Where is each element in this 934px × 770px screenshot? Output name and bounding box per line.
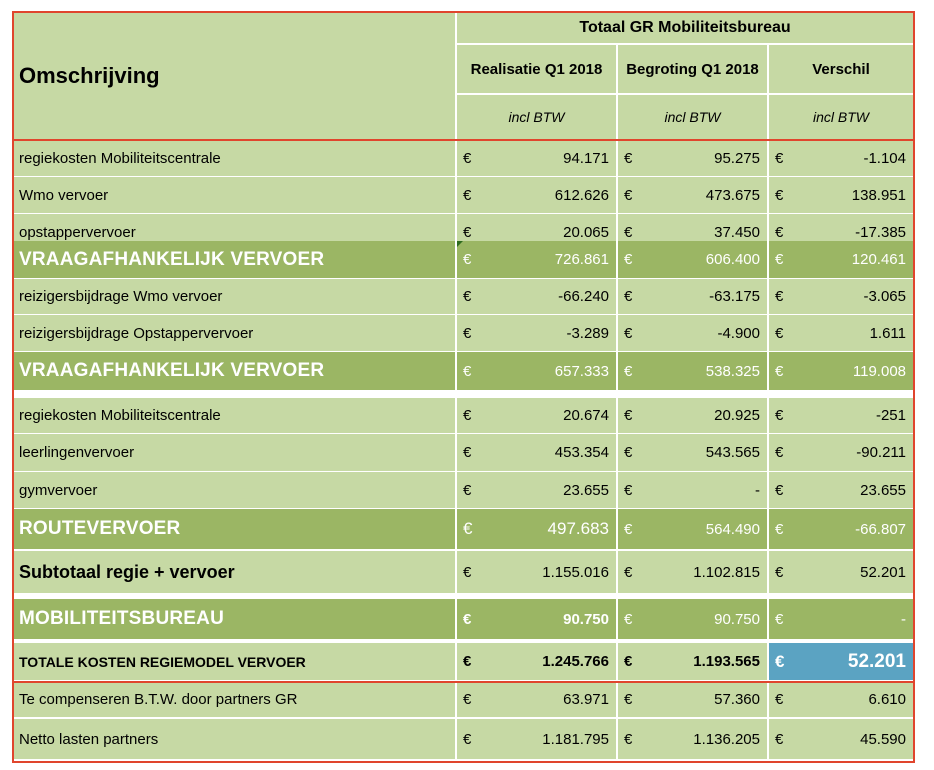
- amount: 657.333: [554, 362, 609, 380]
- amount: -17.385: [855, 223, 906, 241]
- currency-symbol: €: [775, 362, 784, 380]
- amount: 90.750: [563, 610, 609, 628]
- row-label: ROUTEVERVOER: [14, 509, 455, 549]
- value-cell: [457, 682, 616, 717]
- currency-symbol: €: [624, 288, 633, 305]
- row-label: leerlingenvervoer: [14, 434, 455, 471]
- column-header-2: Begroting Q1 2018: [618, 45, 767, 93]
- currency-symbol: €: [463, 444, 472, 461]
- amount: -90.211: [856, 444, 906, 461]
- currency-symbol: €: [463, 691, 472, 708]
- currency-symbol: €: [463, 481, 472, 499]
- value-cell: [769, 434, 913, 471]
- currency-symbol: €: [775, 251, 784, 268]
- value-cell: [769, 509, 913, 549]
- amount: 473.675: [705, 186, 760, 204]
- value-cell: [457, 434, 616, 471]
- currency-symbol: €: [775, 730, 784, 748]
- column-subheader-1: incl BTW: [457, 95, 616, 139]
- amount: 63.971: [563, 691, 609, 708]
- row-label: TOTALE KOSTEN REGIEMODEL VERVOER: [14, 643, 455, 680]
- value-cell: [457, 643, 616, 680]
- row-label: reizigersbijdrage Wmo vervoer: [14, 279, 455, 314]
- value-cell: [618, 352, 767, 390]
- amount: 6.610: [868, 691, 906, 708]
- value-cell: [769, 682, 913, 717]
- currency-symbol: €: [775, 481, 784, 499]
- value-cell: [769, 551, 913, 593]
- currency-symbol: €: [775, 651, 785, 671]
- amount: 726.861: [554, 251, 609, 268]
- amount: 37.450: [714, 223, 760, 241]
- currency-symbol: €: [775, 186, 784, 204]
- value-cell: [618, 241, 767, 278]
- currency-symbol: €: [463, 610, 472, 628]
- amount: 52.201: [847, 650, 906, 672]
- currency-symbol: €: [775, 691, 784, 708]
- currency-symbol: €: [624, 324, 633, 342]
- amount: 1.155.016: [542, 563, 609, 581]
- row-label: MOBILITEITSBUREAU: [14, 599, 455, 639]
- value-cell: [769, 279, 913, 314]
- currency-symbol: €: [463, 407, 472, 424]
- currency-symbol: €: [624, 730, 633, 748]
- value-cell: [618, 551, 767, 593]
- currency-symbol: €: [624, 520, 633, 538]
- header-description: Omschrijving: [14, 13, 455, 139]
- currency-symbol: €: [775, 150, 784, 167]
- amount: 94.171: [563, 150, 609, 167]
- amount: 612.626: [554, 186, 609, 204]
- amount: 564.490: [705, 520, 760, 538]
- value-cell: [618, 279, 767, 314]
- value-cell: [769, 472, 913, 508]
- value-cell: [618, 719, 767, 759]
- column-header-3: Verschil: [769, 45, 913, 93]
- amount: 606.400: [705, 251, 760, 268]
- amount: 20.065: [563, 223, 609, 241]
- value-cell: [618, 141, 767, 176]
- currency-symbol: €: [624, 251, 633, 268]
- currency-symbol: €: [775, 444, 784, 461]
- currency-symbol: €: [624, 223, 633, 241]
- amount: 543.565: [705, 444, 760, 461]
- currency-symbol: €: [624, 653, 633, 670]
- amount: 1.102.815: [693, 563, 760, 581]
- amount: -: [755, 481, 760, 499]
- value-cell: [618, 472, 767, 508]
- value-cell: [618, 509, 767, 549]
- value-cell: [457, 398, 616, 433]
- currency-symbol: €: [463, 519, 473, 538]
- value-cell: [618, 682, 767, 717]
- value-cell: [769, 352, 913, 390]
- amount: -66.240: [558, 288, 609, 305]
- amount: 1.136.205: [693, 730, 760, 748]
- currency-symbol: €: [463, 324, 472, 342]
- currency-symbol: €: [624, 444, 633, 461]
- value-cell: [618, 643, 767, 680]
- column-subheader-3: incl BTW: [769, 95, 913, 139]
- row-label: regiekosten Mobiliteitscentrale: [14, 141, 455, 176]
- currency-symbol: €: [775, 520, 784, 538]
- amount: 138.951: [851, 186, 906, 204]
- amount: 57.360: [714, 691, 760, 708]
- value-cell: [769, 141, 913, 176]
- value-cell: [618, 599, 767, 639]
- amount: 20.925: [714, 407, 760, 424]
- value-cell: [457, 177, 616, 213]
- value-cell: [457, 509, 616, 549]
- amount: 45.590: [860, 730, 906, 748]
- amount: 1.181.795: [542, 730, 609, 748]
- amount: -3.065: [863, 288, 906, 305]
- amount: 95.275: [714, 150, 760, 167]
- currency-symbol: €: [624, 481, 633, 499]
- row-label: VRAAGAFHANKELIJK VERVOER: [14, 352, 455, 390]
- row-label: Subtotaal regie + vervoer: [14, 551, 455, 593]
- value-cell: [769, 315, 913, 351]
- amount: 1.245.766: [542, 653, 609, 670]
- value-cell: [457, 599, 616, 639]
- currency-symbol: €: [775, 223, 784, 241]
- financial-table: [12, 11, 915, 763]
- amount: 23.655: [563, 481, 609, 499]
- value-cell: [457, 279, 616, 314]
- amount: 23.655: [860, 481, 906, 499]
- value-cell: [618, 434, 767, 471]
- value-cell: [769, 599, 913, 639]
- row-label: gymvervoer: [14, 472, 455, 508]
- currency-symbol: €: [463, 563, 472, 581]
- amount: -66.807: [855, 520, 906, 538]
- currency-symbol: €: [775, 288, 784, 305]
- value-cell: [457, 315, 616, 351]
- amount: -4.900: [717, 324, 760, 342]
- currency-symbol: €: [775, 407, 784, 424]
- currency-symbol: €: [624, 407, 633, 424]
- amount: 90.750: [714, 610, 760, 628]
- value-cell: [457, 141, 616, 176]
- currency-symbol: €: [624, 563, 633, 581]
- amount: 20.674: [563, 407, 609, 424]
- value-cell: [618, 177, 767, 213]
- value-cell: [457, 352, 616, 390]
- amount: -63.175: [709, 288, 760, 305]
- amount: 52.201: [860, 563, 906, 581]
- row-label: Netto lasten partners: [14, 719, 455, 759]
- header-group-title: Totaal GR Mobiliteitsbureau: [457, 13, 913, 43]
- currency-symbol: €: [624, 610, 633, 628]
- row-label: regiekosten Mobiliteitscentrale: [14, 398, 455, 433]
- amount: -251: [875, 407, 906, 424]
- value-cell: [769, 241, 913, 278]
- value-cell: [618, 398, 767, 433]
- value-cell: [457, 551, 616, 593]
- row-label: Te compenseren B.T.W. door partners GR: [14, 682, 455, 717]
- currency-symbol: €: [463, 730, 472, 748]
- currency-symbol: €: [775, 563, 784, 581]
- amount: 1.611: [869, 324, 906, 342]
- currency-symbol: €: [624, 186, 633, 204]
- row-label: VRAAGAFHANKELIJK VERVOER: [14, 241, 455, 278]
- amount: 120.461: [851, 251, 906, 268]
- value-cell: [457, 719, 616, 759]
- amount: 119.008: [852, 362, 906, 380]
- amount: -3.289: [566, 324, 609, 342]
- currency-symbol: €: [463, 223, 472, 241]
- currency-symbol: €: [463, 362, 472, 380]
- amount: -: [901, 610, 906, 628]
- amount: 497.683: [547, 519, 609, 538]
- section-divider: [14, 139, 913, 141]
- row-label: Wmo vervoer: [14, 177, 455, 213]
- value-cell: [618, 315, 767, 351]
- currency-symbol: €: [463, 251, 472, 268]
- amount: 538.325: [705, 362, 760, 380]
- amount: 453.354: [554, 444, 609, 461]
- currency-symbol: €: [463, 653, 472, 670]
- value-cell: [769, 719, 913, 759]
- value-cell: [769, 177, 913, 213]
- value-cell: [769, 398, 913, 433]
- cell-comment-marker: [457, 241, 463, 247]
- column-subheader-2: incl BTW: [618, 95, 767, 139]
- currency-symbol: €: [463, 150, 472, 167]
- currency-symbol: €: [775, 324, 784, 342]
- amount: -1.104: [863, 150, 906, 167]
- section-divider: [14, 681, 913, 683]
- currency-symbol: €: [624, 362, 633, 380]
- row-label: opstappervervoer: [14, 214, 455, 250]
- currency-symbol: €: [463, 186, 472, 204]
- row-label: reizigersbijdrage Opstappervervoer: [14, 315, 455, 351]
- value-cell: [457, 472, 616, 508]
- amount: 1.193.565: [693, 653, 760, 670]
- currency-symbol: €: [463, 288, 472, 305]
- currency-symbol: €: [624, 691, 633, 708]
- column-header-1: Realisatie Q1 2018: [457, 45, 616, 93]
- value-cell: [457, 241, 616, 278]
- currency-symbol: €: [775, 610, 784, 628]
- value-cell: [769, 643, 913, 680]
- currency-symbol: €: [624, 150, 633, 167]
